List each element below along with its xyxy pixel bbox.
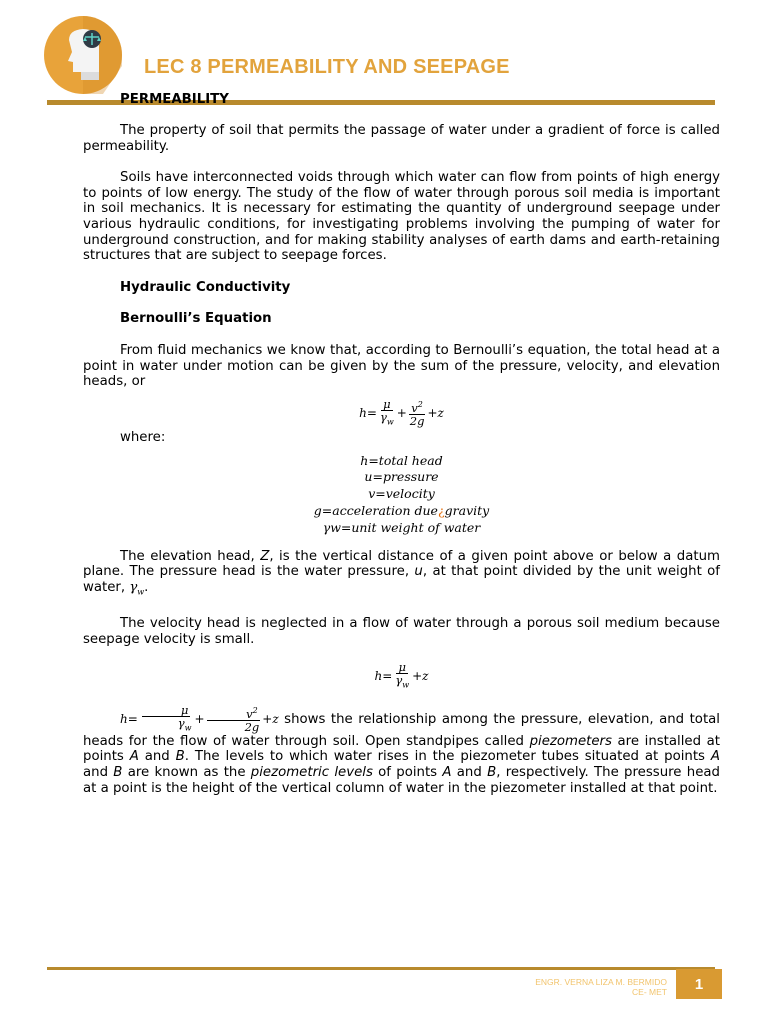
lecture-logo-icon	[43, 16, 125, 94]
paragraph-permeability-definition: The property of soil that permits the passage of water under a gradient of force is called permeability.	[83, 123, 720, 154]
variable-definitions	[83, 453, 720, 537]
paragraph-elevation-head: The elevation head, Z, is the vertical distance of a given point above or below a datum plane. The pressure head is the water pressure, u, at that point divided by the unit weight of water, $\gamma_w$.	[83, 548, 720, 597]
heading-hydraulic-conductivity: Hydraulic Conductivity	[120, 279, 291, 295]
def-total-head: h=total head	[360, 452, 443, 468]
def-unit-weight: γw=unit weight of water	[322, 519, 481, 535]
paragraph-piezometers: h= $\frac{\mu}{\gamma_w}$ + $\frac{v^2}{2g}$ +z shows the relationship among the pressure, elevation, and total heads for the flow of water through soil. Open standpipes called piezometers are installed at points A and B. The levels to which water rises in the piezometer tubes situated at points A and B are known as the piezometric levels of points A and B, respectively. The pressure head at a point is the height of the vertical column of water in the piezometer installed at that point.	[83, 702, 720, 796]
def-velocity: v=velocity	[368, 486, 435, 502]
footer-divider	[47, 967, 715, 970]
def-gravity: g=acceleration due¿gravity	[313, 503, 490, 518]
author-name: ENGR. VERNA LIZA M. BERMIDO	[535, 977, 667, 987]
paragraph-interconnected-voids: Soils have interconnected voids through which water can flow from points of high energy to points of low energy. The study of the flow of water through porous soil media is important in soil mechanics. It is necessary for estimating the quantity of underground seepage under various hydraulic conditions, for investigating problems involving the pumping of water for underground construction, and for making stability analyses of earth dams and earth-retaining structures that are subject to seepage forces.	[83, 170, 720, 264]
heading-bernoulli: Bernoulli’s Equation	[120, 311, 272, 327]
page-number: 1	[676, 969, 722, 999]
equation-total-head: h= $\frac{\mu}{\gamma_w}$ + $\frac{v^2}{2g}$ +z	[359, 396, 444, 428]
paragraph-bernoulli-intro: From fluid mechanics we know that, according to Bernoulli’s equation, the total head at a point in water under motion can be given by the sum of the pressure, velocity, and elevation heads, or	[83, 342, 720, 390]
document-body	[83, 123, 720, 812]
paragraph-velocity-head: The velocity head is neglected in a flow of water through a porous soil medium because seepage velocity is small.	[83, 616, 720, 647]
lecture-title: LEC 8 PERMEABILITY AND SEEPAGE	[144, 56, 510, 78]
equation-simplified-head: h= $\frac{\mu}{\gamma_w}$ +z	[374, 660, 429, 690]
section-heading: PERMEABILITY	[120, 92, 229, 107]
def-pressure: u=pressure	[364, 469, 439, 485]
footer-author	[535, 977, 667, 997]
author-department: CE- MET	[632, 987, 667, 997]
where-label: where:	[120, 430, 166, 446]
